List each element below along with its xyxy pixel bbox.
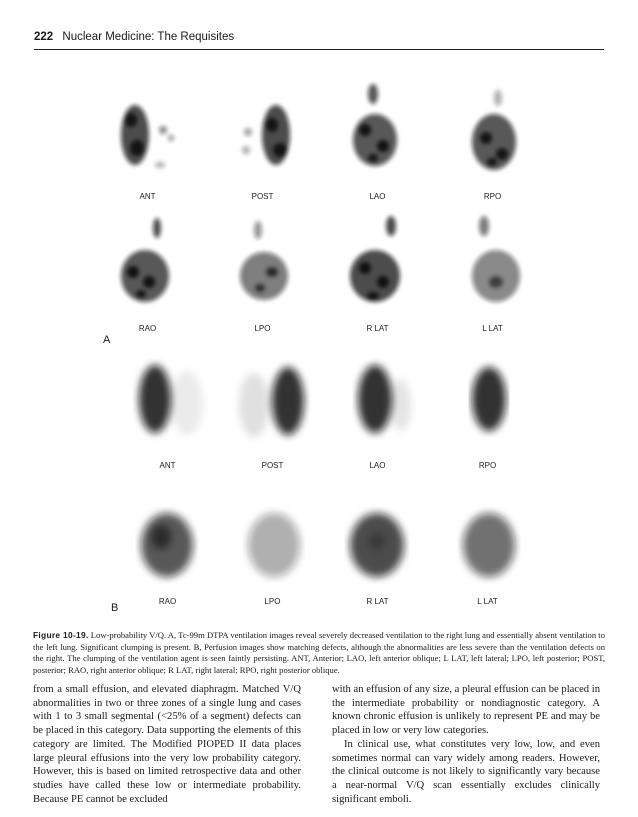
view-label: POST <box>251 192 274 201</box>
scan-image <box>335 80 420 188</box>
view-label: RPO <box>478 461 497 470</box>
ventilation-row-2 <box>95 212 555 342</box>
page-number: 222 <box>34 31 54 43</box>
scan-panel <box>215 212 310 342</box>
scan-image <box>230 485 315 593</box>
scan-panel <box>100 212 195 342</box>
scan-panel <box>330 212 425 342</box>
view-label: LAO <box>369 192 386 201</box>
scan-image <box>125 349 210 457</box>
body-paragraph: with an effusion of any size, a pleural effusion can be placed in the intermediate probability or nondiagnostic category. A known chronic effusion is unlikely to represent PE and may be placed in low or very low categories. <box>332 684 600 737</box>
running-head <box>34 31 604 50</box>
scan-image <box>335 485 420 593</box>
view-label: LAO <box>369 461 386 470</box>
view-label: RAO <box>158 597 177 606</box>
view-label: L LAT <box>477 597 498 606</box>
ventilation-row-1 <box>95 80 555 210</box>
view-label: RPO <box>483 192 502 201</box>
view-label: ANT <box>139 192 156 201</box>
scan-panel <box>330 349 425 479</box>
view-label: LPO <box>254 324 271 333</box>
caption-title: Figure 10-19. <box>33 630 89 640</box>
scan-panel <box>120 485 215 615</box>
perfusion-row-1 <box>95 349 555 479</box>
scan-image <box>125 485 210 593</box>
caption-text: Low-probability V/Q. A, Tc-99m DTPA ventilation images reveal severely decreased ventilation to the right lung and essentially absent ventilation to the left lung. Significant clumping is present. B, Perfusion images show matching defects, although the abnormalities are less severe than the ventilation defects on the right. The clumping of the ventilation agent is seen faintly persisting. ANT, Anterior; LAO, left anterior oblique; L LAT, left lateral; LPO, left posterior; POST, posterior; RAO, right anterior oblique; R LAT, right lateral; RPO, right posterior oblique. <box>33 630 605 675</box>
scan-panel <box>440 485 535 615</box>
figure-10-19 <box>95 62 555 622</box>
scan-panel <box>330 80 425 210</box>
scan-image <box>445 485 530 593</box>
scan-image <box>105 80 190 188</box>
view-label: ANT <box>159 461 176 470</box>
scan-image <box>335 212 420 320</box>
scan-image <box>450 80 535 188</box>
view-label: R LAT <box>366 597 389 606</box>
scan-panel <box>445 80 540 210</box>
view-label: R LAT <box>366 324 389 333</box>
view-label: L LAT <box>482 324 503 333</box>
panel-b-letter: B <box>111 602 119 614</box>
body-paragraph: from a small effusion, and elevated diaphragm. Matched V/Q abnormalities in two or three zones of a single lung and cases with 1 to 3 small segmental (<25% of a segment) defects can be placed in this category. Data supporting the elements of this category are limited. The Modified PIOPED II data places large pleural effusions into the very low probability category. However, this is based on limited retrospective data and other studies have called these low or intermediate probability. Because PE cannot be excluded <box>33 684 301 805</box>
scan-panel <box>440 349 535 479</box>
scan-image <box>220 80 305 188</box>
scan-panel <box>225 349 320 479</box>
body-column-right <box>332 683 600 806</box>
body-column-left <box>33 683 301 806</box>
body-paragraph: In clinical use, what constitutes very low, low, and even sometimes normal can vary widely among readers. However, the clinical outcome is not likely to significantly vary because a near-normal V/Q scan essentially excludes clinically significant emboli. <box>332 738 600 805</box>
scan-panel <box>225 485 320 615</box>
figure-caption <box>33 630 605 676</box>
scan-image <box>445 349 530 457</box>
panel-a-letter: A <box>103 334 111 346</box>
perfusion-row-2 <box>95 485 555 615</box>
running-title: Nuclear Medicine: The Requisites <box>62 31 235 43</box>
scan-panel <box>330 485 425 615</box>
scan-panel <box>215 80 310 210</box>
scan-image <box>335 349 420 457</box>
view-label: LPO <box>264 597 281 606</box>
scan-image <box>450 212 535 320</box>
scan-panel <box>445 212 540 342</box>
view-label: RAO <box>138 324 157 333</box>
view-label: POST <box>261 461 284 470</box>
scan-image <box>105 212 190 320</box>
scan-panel <box>120 349 215 479</box>
scan-image <box>220 212 305 320</box>
scan-panel <box>100 80 195 210</box>
scan-image <box>230 349 315 457</box>
